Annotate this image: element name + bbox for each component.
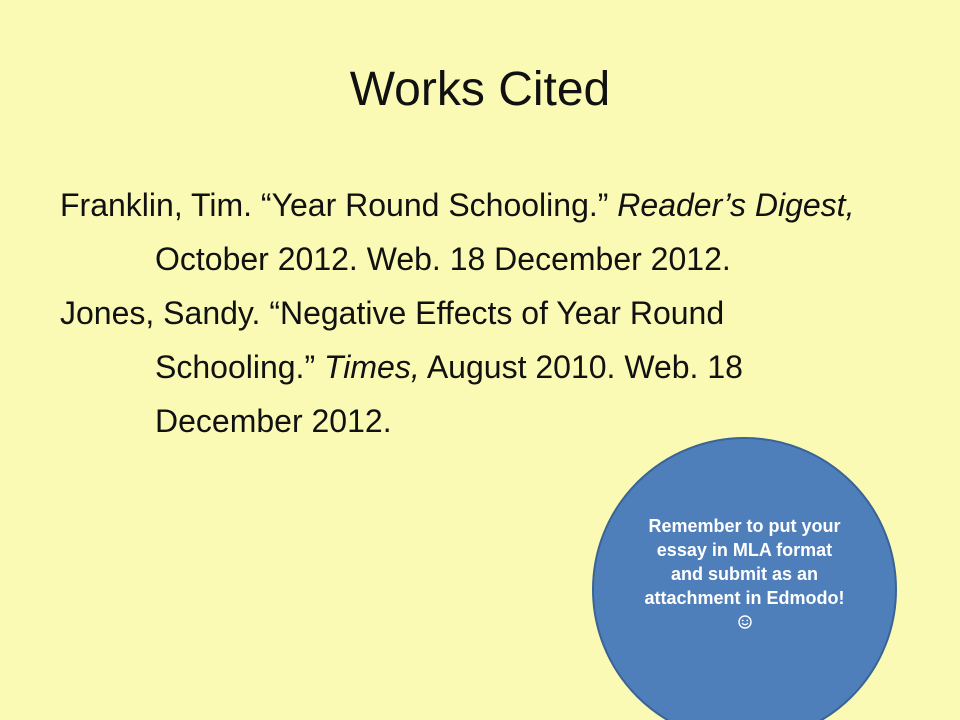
citation-author: Franklin, Tim. (60, 187, 261, 223)
citation-jones (60, 286, 890, 448)
smiley-icon (738, 611, 752, 625)
reminder-text: Remember to put your essay in MLA format and submit as an attachment in Edmodo! (644, 516, 845, 608)
citation-details: August 2010. Web. 18 December 2012. (155, 349, 743, 439)
reminder-callout (592, 437, 897, 720)
slide-title: Works Cited (349, 63, 611, 116)
citation-publication: Reader’s Digest, (617, 187, 855, 223)
works-cited-list (60, 178, 890, 448)
citation-author: Jones, Sandy. (60, 295, 270, 331)
citation-publication: Times, (323, 349, 420, 385)
citation-article: “Negative Effects of Year Round Schooling.” (155, 295, 725, 385)
reminder-callout-content (644, 514, 845, 634)
citation-details: October 2012. Web. 18 December 2012. (155, 241, 731, 277)
citation-franklin (60, 178, 890, 286)
citation-article: “Year Round Schooling.” (260, 187, 618, 223)
